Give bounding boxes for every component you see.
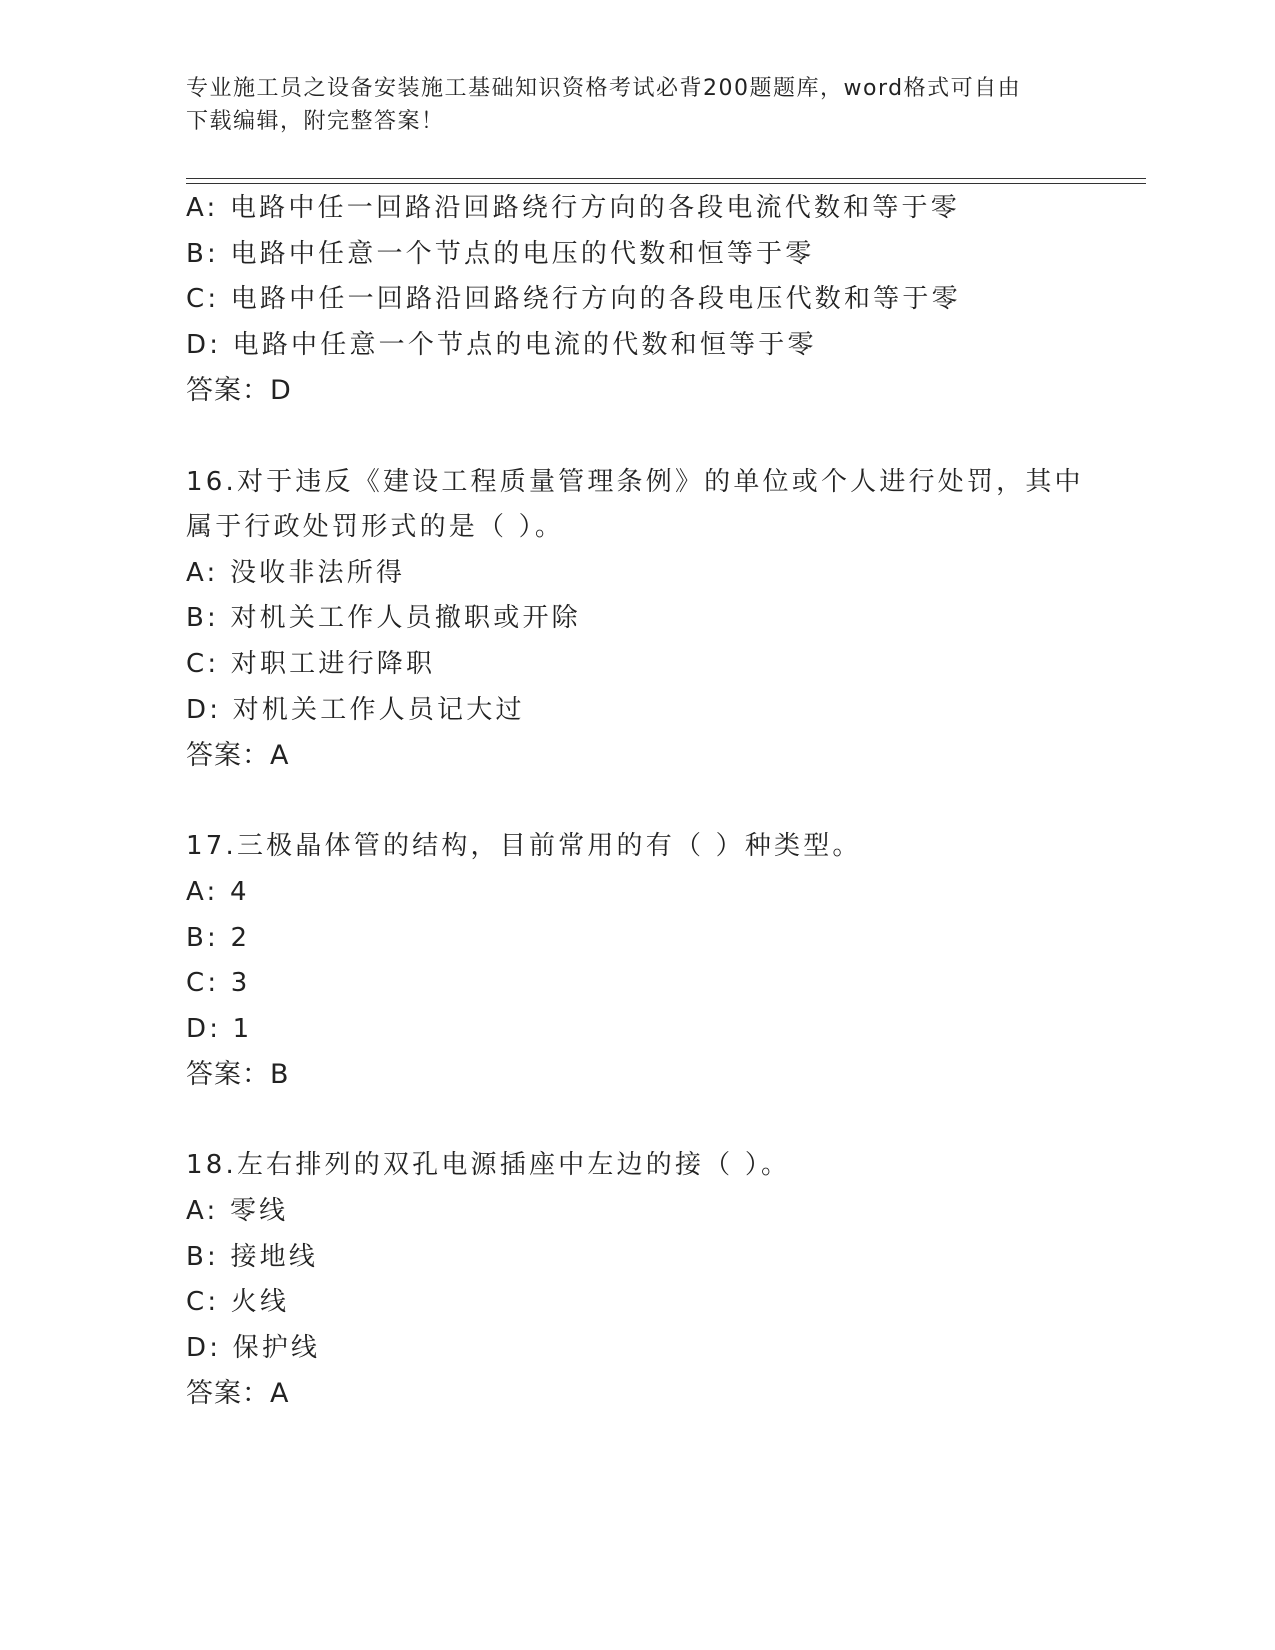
option-a: A: 零线 (186, 1196, 289, 1227)
question-16 (186, 460, 1086, 779)
option-a: A: 没收非法所得 (186, 557, 406, 588)
option-b: B: 接地线 (186, 1241, 319, 1272)
option-d: D: 电路中任意一个节点的电流的代数和恒等于零 (186, 329, 817, 360)
option-c: C: 对职工进行降职 (186, 648, 436, 679)
option-d: D: 1 (186, 1013, 253, 1044)
answer-line: 答案：A (186, 740, 290, 772)
answer-line: 答案：A (186, 1378, 290, 1410)
question-17 (186, 824, 1086, 1098)
option-c: C: 电路中任一回路沿回路绕行方向的各段电压代数和等于零 (186, 284, 961, 315)
question-18 (186, 1143, 1086, 1417)
option-d: D: 对机关工作人员记大过 (186, 694, 525, 725)
question-stem-line-1: 17.三极晶体管的结构，目前常用的有（ ）种类型。 (186, 831, 862, 862)
option-a: A: 电路中任一回路沿回路绕行方向的各段电流代数和等于零 (186, 193, 960, 223)
option-b: B: 2 (186, 922, 251, 953)
option-d: D: 保护线 (186, 1332, 321, 1363)
option-c: C: 3 (186, 968, 251, 999)
spacer (186, 414, 1086, 460)
header-line-1: 专业施工员之设备安装施工基础知识资格考试必背200题题库，word格式可自由 (186, 76, 1022, 101)
header-divider-bottom (186, 183, 1146, 184)
option-c: C: 火线 (186, 1287, 290, 1318)
question-15-continuation (186, 186, 1086, 414)
document-body (186, 186, 1086, 1417)
option-b: B: 对机关工作人员撤职或开除 (186, 603, 581, 634)
spacer (186, 1098, 1086, 1144)
header-divider-top (186, 178, 1146, 179)
spacer (186, 779, 1086, 825)
option-a: A: 4 (186, 876, 250, 907)
question-stem-line-1: 18.左右排列的双孔电源插座中左边的接（ ）。 (186, 1150, 791, 1181)
question-stem-line-2: 属于行政处罚形式的是（ ）。 (186, 512, 565, 543)
answer-line: 答案：B (186, 1059, 290, 1091)
document-header (186, 72, 1086, 138)
option-b: B: 电路中任意一个节点的电压的代数和恒等于零 (186, 238, 815, 269)
answer-line: 答案：D (186, 375, 292, 407)
header-line-2: 下载编辑，附完整答案！ (186, 109, 445, 134)
question-stem-line-1: 16.对于违反《建设工程质量管理条例》的单位或个人进行处罚，其中 (186, 466, 1084, 497)
